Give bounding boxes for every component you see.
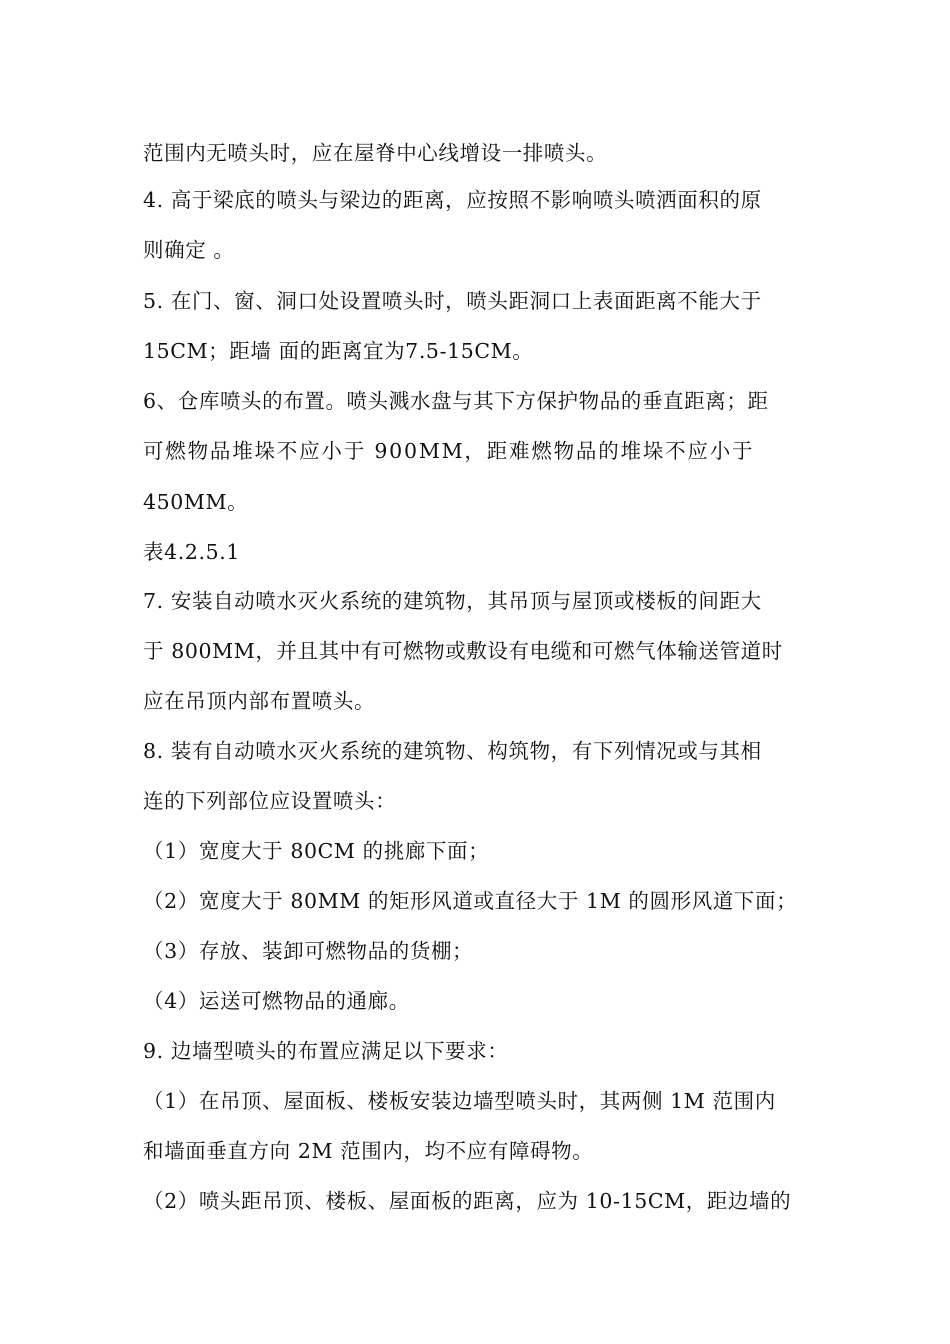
text-line-21: 和墙面垂直方向 2M 范围内，均不应有障碍物。 bbox=[143, 1139, 594, 1163]
text-line-2: 4. 高于梁底的喷头与梁边的距离，应按照不影响喷头喷洒面积的原 bbox=[143, 188, 762, 212]
text-line-4: 5. 在门、窗、洞口处设置喷头时，喷头距洞口上表面距离不能大于 bbox=[143, 289, 762, 313]
list-item-8-2: （2）宽度大于 80MM 的矩形风道或直径大于 1M 的圆形风道下面； bbox=[143, 889, 798, 913]
text-line-19: 9. 边墙型喷头的布置应满足以下要求： bbox=[143, 1039, 509, 1063]
text-line-1: 范围内无喷头时，应在屋脊中心线增设一排喷头。 bbox=[143, 141, 608, 165]
text-line-3: 则确定 。 bbox=[143, 238, 235, 262]
list-item-9-2: （2）喷头距吊顶、楼板、屋面板的距离，应为 10-15CM，距边墙的 bbox=[143, 1189, 792, 1213]
text-line-12: 应在吊顶内部布置喷头。 bbox=[143, 689, 376, 713]
text-line-13: 8. 装有自动喷水灭火系统的建筑物、构筑物，有下列情况或与其相 bbox=[143, 739, 762, 763]
text-line-14: 连的下列部位应设置喷头： bbox=[143, 789, 397, 813]
text-line-10: 7. 安装自动喷水灭火系统的建筑物，其吊顶与屋顶或楼板的间距大 bbox=[143, 589, 762, 613]
list-item-8-3: （3）存放、装卸可燃物品的货棚； bbox=[143, 939, 474, 963]
text-line-8: 450MM。 bbox=[143, 490, 249, 514]
list-item-9-1: （1）在吊顶、屋面板、楼板安装边墙型喷头时，其两侧 1M 范围内 bbox=[143, 1089, 776, 1113]
text-line-11: 于 800MM，并且其中有可燃物或敷设有电缆和可燃气体输送管道时 bbox=[143, 639, 783, 663]
text-line-7: 可燃物品堆垛不应小于 900MM，距难燃物品的堆垛不应小于 bbox=[143, 439, 755, 463]
list-item-8-4: （4）运送可燃物品的通廊。 bbox=[143, 989, 410, 1013]
table-reference: 表4.2.5.1 bbox=[143, 540, 241, 564]
text-line-6: 6、仓库喷头的布置。喷头溅水盘与其下方保护物品的垂直距离；距 bbox=[143, 389, 769, 413]
list-item-8-1: （1）宽度大于 80CM 的挑廊下面； bbox=[143, 839, 490, 863]
text-line-5: 15CM；距墙 面的距离宜为7.5-15CM。 bbox=[143, 339, 534, 363]
